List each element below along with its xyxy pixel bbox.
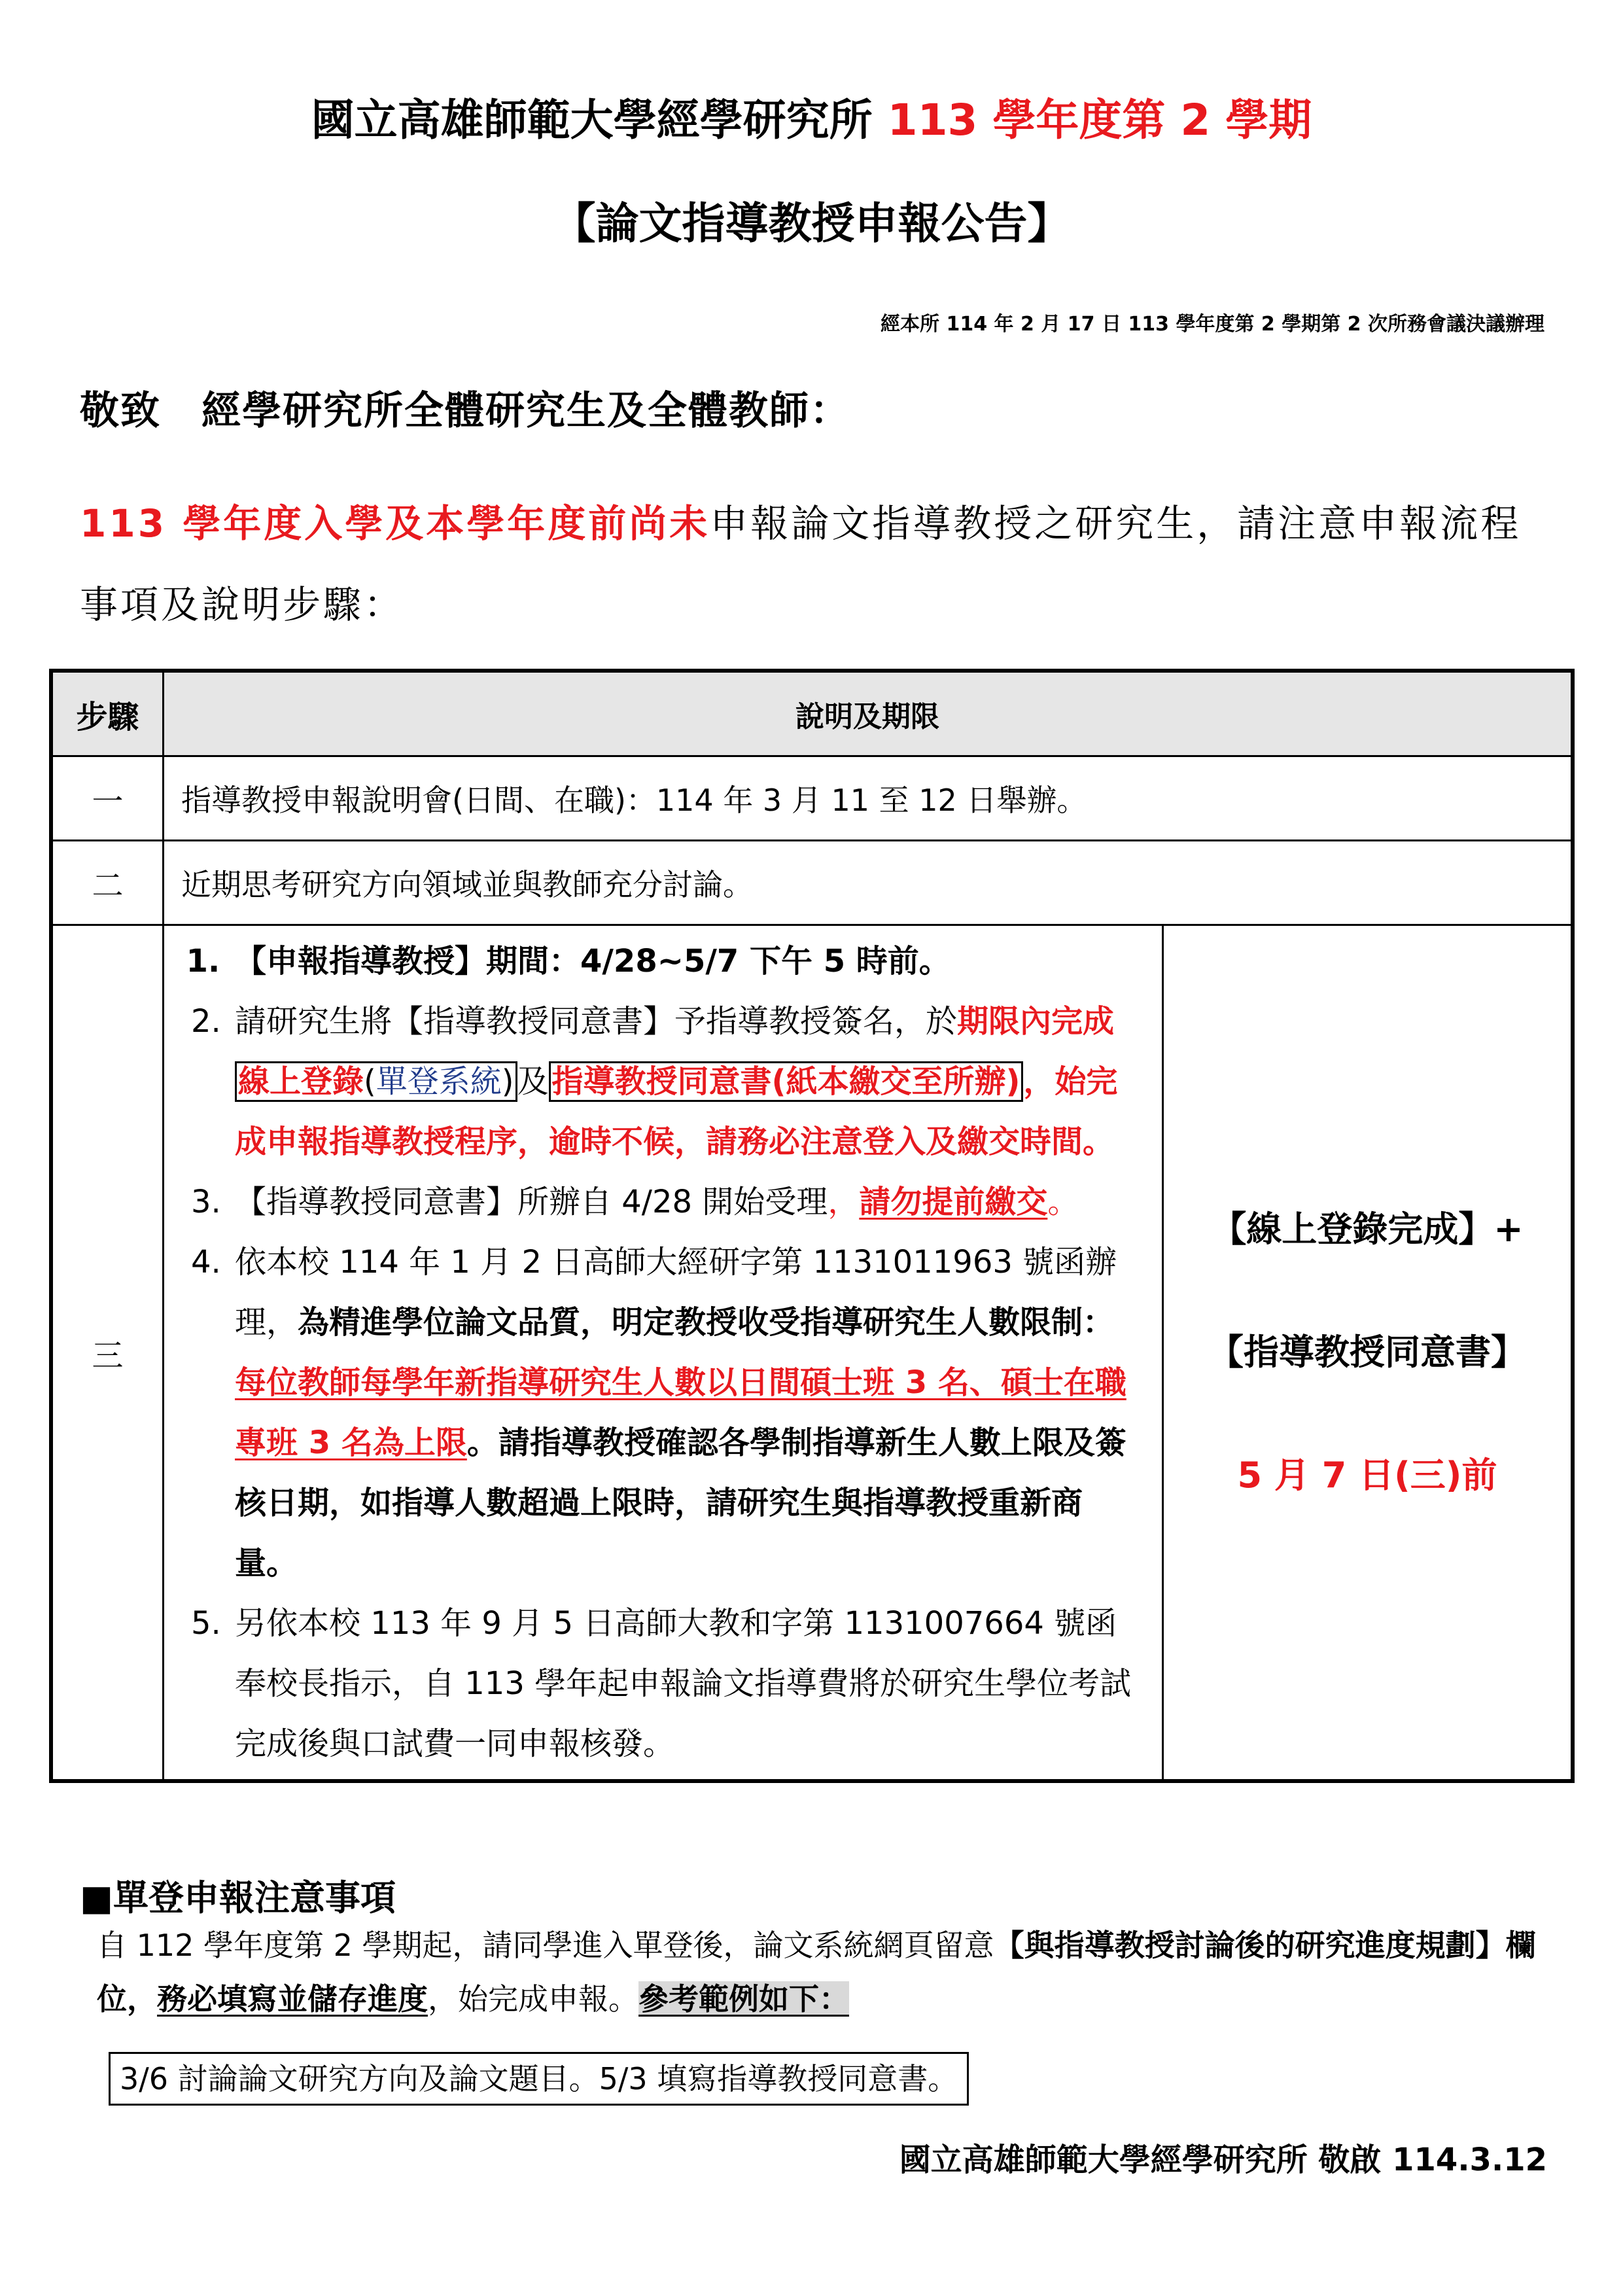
list-item: 5. 另依本校 113 年 9 月 5 日高師大教和字第 1131007664 號函奉校長指示，自 113 學年起申報論文指導費將於研究生學位考試完成後與口試費一同申報核發。	[231, 1593, 1145, 1774]
notice-emphasis: 務必填寫並儲存進度	[157, 1981, 428, 2017]
deadline-line: 【線上登錄完成】+	[1211, 1209, 1524, 1250]
step-text: 近期思考研究方向領域並與教師充分討論。	[164, 841, 1573, 925]
item-text: )	[501, 1063, 514, 1100]
step-number: 三	[51, 925, 164, 1782]
item-text: 依本校 114 年 1 月 2 日高師大經研字第 1131011963 號函辦理，	[235, 1244, 1117, 1341]
resolution-note: 經本所 114 年 2 月 17 日 113 學年度第 2 學期第 2 次所務會議決議辦理	[881, 313, 1544, 336]
page-title	[0, 85, 1623, 147]
list-item	[231, 1232, 1145, 1593]
page-subtitle: 【論文指導教授申報公告】	[552, 198, 1071, 249]
list-item: 1. 【申報指導教授】期間：4/28~5/7 下午 5 時前。	[231, 931, 1145, 991]
notice-highlight: 參考範例如下：	[638, 1981, 849, 2017]
header-step: 步驟	[51, 671, 164, 756]
item-emphasis: 。請指導教授確認各學制指導新生人數上限及簽核日期，如指導人數超過上限時，請研究生與指導教授重新商量。	[235, 1424, 1126, 1581]
table-row	[51, 841, 1573, 925]
item-text: (	[364, 1063, 376, 1100]
consent-form-box: 指導教授同意書(紙本繳交至所辦)	[549, 1061, 1024, 1102]
notice-heading: ■單登申報注意事項	[80, 1877, 396, 1918]
item-text: 請研究生將【指導教授同意書】予指導教授簽名，於	[235, 1003, 958, 1040]
item-emphasis: 每位教師每學年新指導研究生人數以日間碩士班 3 名、碩士在職專班 3 名為上限	[235, 1364, 1126, 1461]
salutation: 敬致 經學研究所全體研究生及全體教師：	[80, 388, 850, 434]
notice-text: ，始完成申報。	[428, 1981, 638, 2017]
step-text: 指導教授申報說明會(日間、在職)：114 年 3 月 11 至 12 日舉辦。	[164, 756, 1573, 841]
step-details	[164, 925, 1163, 1782]
title-institute: 國立高雄師範大學經學研究所	[311, 95, 888, 145]
signoff: 國立高雄師範大學經學研究所 敬啟 114.3.12	[899, 2142, 1547, 2178]
item-text: 。	[1047, 1184, 1079, 1220]
system-name: 單登系統	[375, 1063, 502, 1100]
item-text: 【指導教授同意書】所辦自 4/28 開始受理	[235, 1184, 828, 1220]
notice-body	[97, 1918, 1562, 2026]
item-emphasis: 請勿提前繳交	[859, 1184, 1048, 1220]
item-emphasis: ，始完成申報指導教授程序，逾時不候，請務必注意登入及繳交時間。	[235, 1063, 1118, 1160]
title-term: 113 學年度第 2 學期	[887, 95, 1312, 145]
header-description: 說明及期限	[164, 671, 1573, 756]
item-text: ，	[828, 1184, 860, 1220]
deadline-date: 5 月 7 日(三)前	[1237, 1455, 1497, 1496]
table-row	[51, 925, 1573, 1782]
item-emphasis: 為精進學位論文品質，明定教授收受指導研究生人數限制：	[298, 1304, 1115, 1341]
online-registration-box	[235, 1061, 517, 1102]
item-text: 及	[517, 1063, 549, 1100]
example-box: 3/6 討論論文研究方向及論文題目。5/3 填寫指導教授同意書。	[109, 2052, 969, 2106]
intro-highlight: 113 學年度入學及本學年度前尚未	[80, 501, 710, 546]
list-item	[231, 991, 1145, 1172]
steps-table	[49, 669, 1575, 1783]
item-emphasis: 期限內完成	[957, 1003, 1115, 1040]
step-number: 一	[51, 756, 164, 841]
intro-text: 申報論文指導教授之研究生，請注意申報流程事項及說明步驟：	[80, 501, 1522, 627]
step-number: 二	[51, 841, 164, 925]
intro-paragraph	[80, 483, 1558, 645]
deadline-cell	[1163, 925, 1573, 1782]
notice-emphasis: 【與指導教授討論後的研究進度規劃】欄位，	[97, 1928, 1536, 2017]
notice-text: 自 112 學年度第 2 學期起，請同學進入單登後，論文系統網頁留意	[97, 1928, 994, 1963]
deadline-line: 【指導教授同意書】	[1208, 1332, 1526, 1373]
list-item	[231, 1172, 1145, 1232]
table-row	[51, 756, 1573, 841]
step-list	[181, 931, 1145, 1774]
item-emphasis: 線上登錄	[238, 1063, 364, 1100]
table-header-row	[51, 671, 1573, 756]
